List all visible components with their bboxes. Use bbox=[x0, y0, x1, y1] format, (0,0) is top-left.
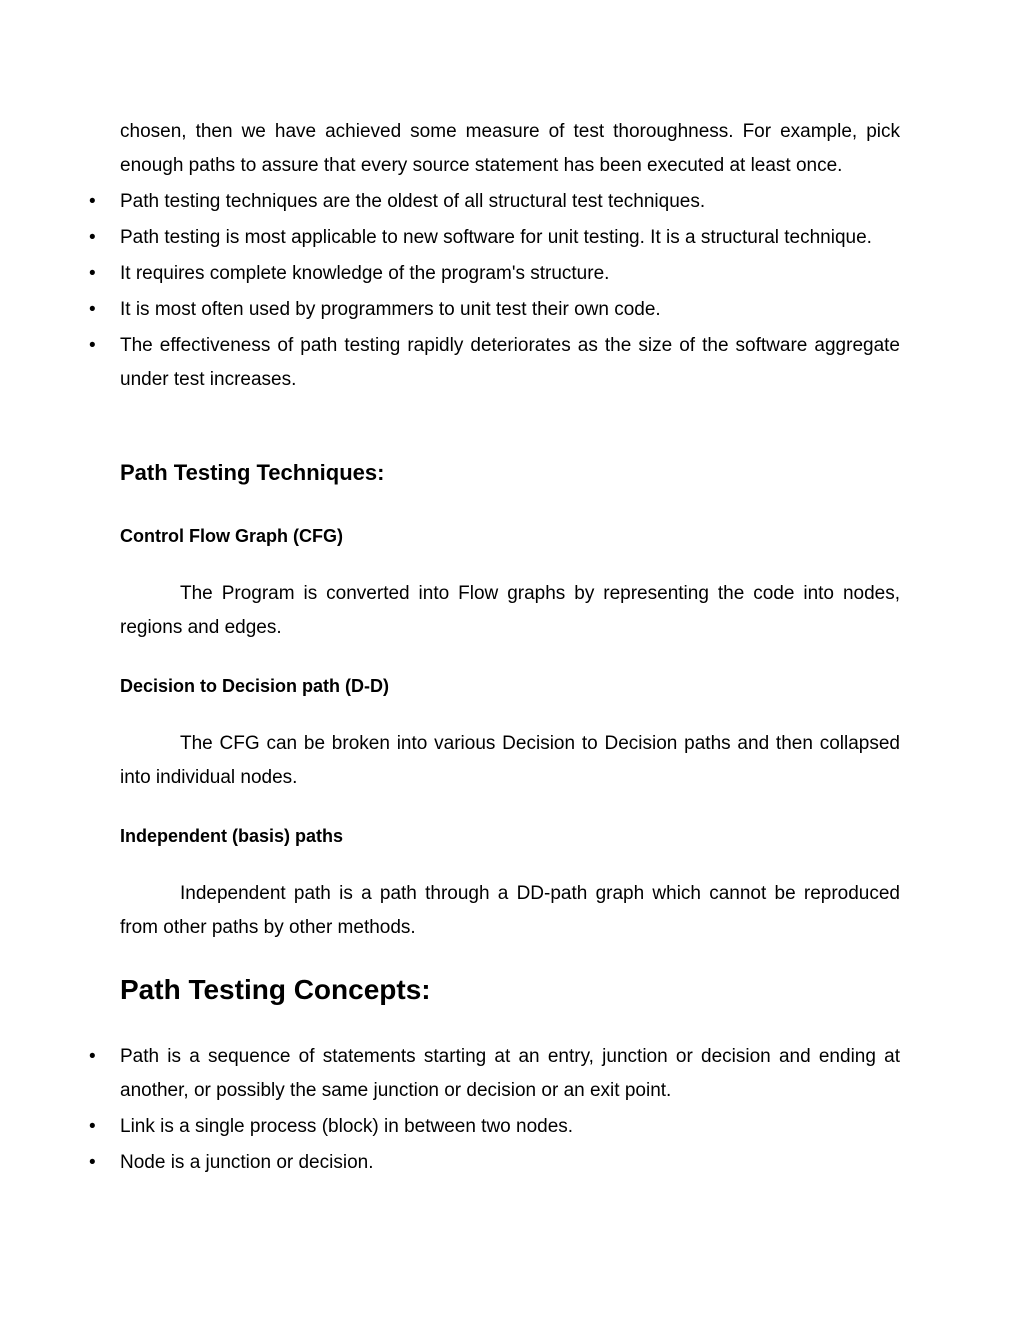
dd-path-heading: Decision to Decision path (D-D) bbox=[120, 676, 390, 696]
continuation-paragraph: chosen, then we have achieved some measure of test thoroughness. For example, pick enough paths to assure that every source statement has been executed at least once. bbox=[120, 121, 900, 176]
independent-paths-paragraph: Independent path is a path through a DD-path graph which cannot be reproduced from other paths by other methods. bbox=[120, 883, 900, 938]
list-item: • Path is a sequence of statements starting at an entry, junction or decision and ending at another, or possibly the same junction or decision or an exit point. bbox=[120, 1040, 900, 1108]
techniques-heading: Path Testing Techniques: bbox=[120, 460, 385, 485]
bullet-list-top bbox=[120, 185, 900, 399]
concepts-heading: Path Testing Concepts: bbox=[120, 974, 431, 1005]
bullet-list-concepts bbox=[120, 1040, 900, 1182]
list-item: • It requires complete knowledge of the program's structure. bbox=[120, 257, 900, 291]
list-item: • Node is a junction or decision. bbox=[120, 1146, 900, 1180]
list-item: • It is most often used by programmers to unit test their own code. bbox=[120, 293, 900, 327]
list-item: • Path testing techniques are the oldest of all structural test techniques. bbox=[120, 185, 900, 219]
cfg-paragraph: The Program is converted into Flow graphs by representing the code into nodes, regions and edges. bbox=[120, 583, 900, 638]
list-item: • Path testing is most applicable to new software for unit testing. It is a structural technique. bbox=[120, 221, 900, 255]
cfg-heading: Control Flow Graph (CFG) bbox=[120, 526, 343, 546]
dd-path-paragraph: The CFG can be broken into various Decision to Decision paths and then collapsed into individual nodes. bbox=[120, 733, 900, 788]
list-item: • The effectiveness of path testing rapidly deteriorates as the size of the software aggregate under test increases. bbox=[120, 329, 900, 397]
list-item: • Link is a single process (block) in between two nodes. bbox=[120, 1110, 900, 1144]
independent-paths-heading: Independent (basis) paths bbox=[120, 826, 344, 846]
